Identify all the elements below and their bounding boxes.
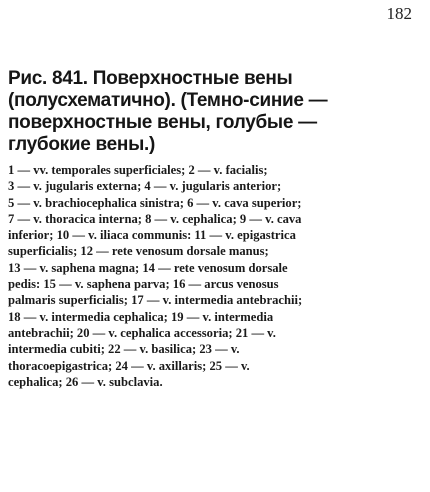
legend-line: intermedia cubiti; 22 — v. basilica; 23 — v. bbox=[8, 342, 240, 357]
caption-title-line: глубокие вены.) bbox=[8, 134, 156, 155]
legend-line: 3 — v. jugularis externa; 4 — v. jugularis anterior; bbox=[8, 179, 282, 194]
caption-title-line: (полусхематично). (Темно-синие — bbox=[8, 90, 328, 111]
legend-line: antebrachii; 20 — v. cephalica accessoria; 21 — v. bbox=[8, 325, 276, 340]
legend-line: 13 — v. saphena magna; 14 — rete venosum dorsale bbox=[8, 260, 288, 275]
legend-line: 7 — v. thoracica interna; 8 — v. cephalica; 9 — v. cava bbox=[8, 211, 302, 226]
figure-caption bbox=[8, 68, 410, 390]
legend-line: 1 — vv. temporales superficiales; 2 — v. facialis; bbox=[8, 163, 268, 177]
legend-line: inferior; 10 — v. iliaca communis: 11 — v. epigastrica bbox=[8, 228, 296, 243]
figure-legend bbox=[8, 162, 410, 390]
legend-line: superficialis; 12 — rete venosum dorsale manus; bbox=[8, 244, 269, 259]
caption-title bbox=[8, 68, 410, 156]
page-number: 182 bbox=[386, 4, 412, 23]
caption-title-line: Рис. 841. Поверхностные вены bbox=[8, 68, 293, 89]
legend-line: cephalica; 26 — v. subclavia. bbox=[8, 374, 163, 389]
legend-line: palmaris superficialis; 17 — v. intermedia antebrachii; bbox=[8, 293, 303, 308]
legend-line: 5 — v. brachiocephalica sinistra; 6 — v. cava superior; bbox=[8, 195, 302, 210]
legend-line: 18 — v. intermedia cephalica; 19 — v. intermedia bbox=[8, 309, 274, 324]
legend-line: thoracoepigastrica; 24 — v. axillaris; 25 — v. bbox=[8, 358, 250, 373]
legend-line: pedis: 15 — v. saphena parva; 16 — arcus venosus bbox=[8, 277, 279, 292]
caption-title-line: поверхностные вены, голубые — bbox=[8, 112, 317, 133]
